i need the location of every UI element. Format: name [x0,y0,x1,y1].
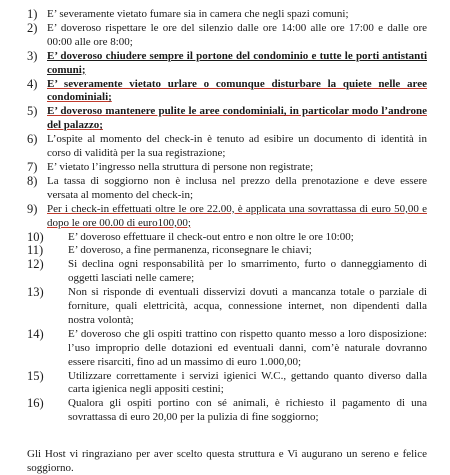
rule-number: 13) [27,285,44,300]
rule-text: E’ doveroso effettuare il check-out entro e non oltre le ore 10:00; [68,230,354,243]
rule-text: E’ doveroso chiudere sempre il portone del condominio e tutte le porti antistanti comuni; [47,49,427,76]
rule-1 [27,8,427,22]
rule-number: 16) [27,396,44,411]
rule-text: E’ doveroso rispettare le ore del silenzio dalle ore 14:00 alle ore 17:00 e dalle ore 00:00 alle ore 8:00; [47,21,427,48]
rule-number: 6) [27,132,38,147]
rule-12 [27,258,427,286]
rule-8 [27,175,427,203]
rule-14 [27,328,427,370]
rule-number: 4) [27,76,38,91]
rule-9 [27,203,427,231]
rule-text: La tassa di soggiorno non è inclusa nel prezzo della prenotazione e deve essere versata al momento del check-in; [47,174,427,201]
rule-text: E’ severamente vietato fumare sia in camera che negli spazi comuni; [47,8,349,20]
rule-number: 11) [27,243,44,258]
rule-2 [27,22,427,50]
closing-note: Gli Host vi ringraziano per aver scelto questa struttura e Vi augurano un sereno e felice soggiorno. [27,448,427,475]
rule-text: Utilizzare correttamente i servizi igienici W.C., gettando quanto diverso dalla carta igienica negli appositi cestini; [68,369,427,396]
rule-text: Qualora gli ospiti portino con sé animali, è richiesto il pagamento di una sovrattassa di euro 20,00 per la pulizia di fine soggiorno; [68,397,427,424]
rule-text: E’ doveroso mantenere pulite le aree condominiali, in particolar modo l’androne del palazzo; [47,105,427,132]
rule-5 [27,105,427,133]
rule-text: Per i check-in effettuati oltre le ore 22.00, è applicata una sovrattassa di euro 50,00 e dopo le ore 00.00 di euro100,00; [47,202,427,229]
rule-number: 7) [27,159,38,174]
rule-text: E’ doveroso che gli ospiti trattino con rispetto quanto messo a loro disposizione: l’uso improprio delle dotazioni ed eventuali danni, com’è naturale dovranno essere risarciti, fino ad un massimo di euro 1.000,00; [68,327,427,368]
rule-4 [27,78,427,106]
rule-number: 12) [27,257,44,272]
rule-text: E’ severamente vietato urlare o comunque disturbare la quiete nelle aree condominiali; [47,77,427,104]
rule-7 [27,161,427,175]
rule-number: 8) [27,173,38,188]
rule-number: 5) [27,104,38,119]
rule-13 [27,286,427,328]
rule-text: E’ doveroso, a fine permanenza, riconsegnare le chiavi; [68,244,312,257]
rule-6 [27,133,427,161]
rule-number: 9) [27,201,38,216]
rule-16 [27,397,427,425]
rule-11 [27,244,427,258]
rule-10 [27,231,427,245]
rule-number: 2) [27,20,38,35]
rule-number: 3) [27,48,38,63]
rule-text: Non si risponde di eventuali disservizi dovuti a mancanza totale o parziale di forniture, quali elettricità, acqua, connessione internet, non dipendenti dalla nostra volontà; [68,286,427,326]
rule-number: 1) [27,7,38,21]
rule-number: 10) [27,229,44,244]
rule-15 [27,370,427,398]
rule-text: Si declina ogni responsabilità per lo smarrimento, furto o danneggiamento di oggetti lasciati nelle camere; [68,258,427,285]
rule-text: E’ vietato l’ingresso nella struttura di persone non registrate; [47,160,314,173]
house-rules-document [27,8,427,475]
rule-number: 15) [27,368,44,383]
rule-text: L’ospite al momento del check-in è tenuto ad esibire un documento di identità in corso di validità per la sua registrazione; [47,133,427,160]
rule-number: 14) [27,326,44,341]
rule-3 [27,50,427,78]
